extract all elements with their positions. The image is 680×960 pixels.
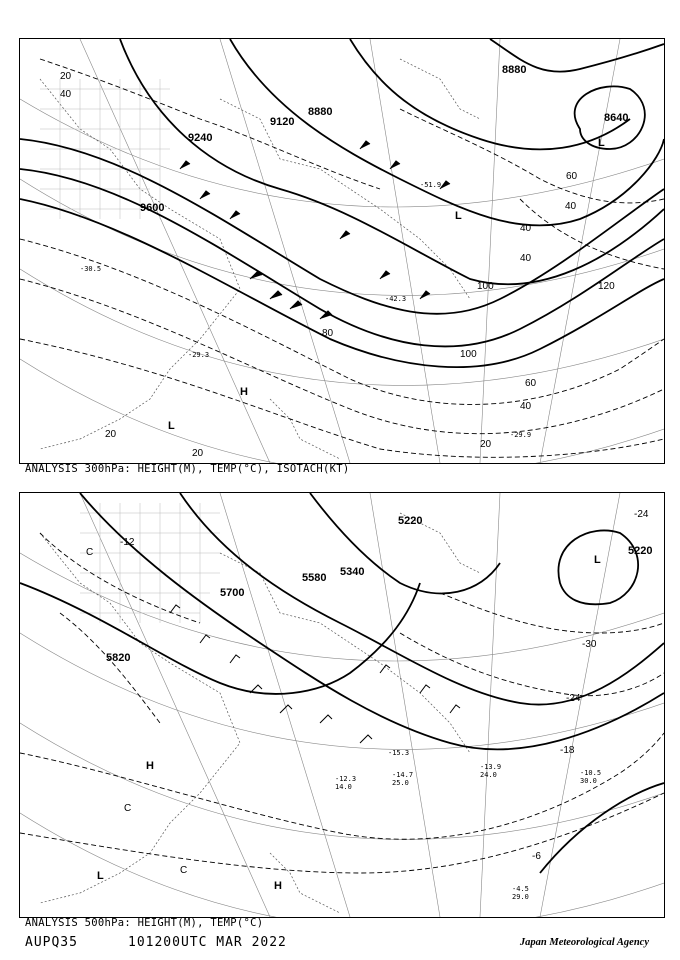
isotach-label: 20 xyxy=(192,448,204,459)
station-value: 25.0 xyxy=(392,779,409,787)
isotach-label: 20 xyxy=(480,439,492,450)
cold-center: C xyxy=(180,865,188,876)
isotach-label: 40 xyxy=(60,89,72,100)
cold-center: C xyxy=(86,547,94,558)
isotach-label: 40 xyxy=(520,401,532,412)
height-label-9120: 9120 xyxy=(270,116,295,128)
high-center: H xyxy=(146,760,154,772)
station-value: 14.0 xyxy=(335,783,352,791)
isotach-label: 100 xyxy=(477,281,494,292)
cold-center-group xyxy=(86,547,187,876)
isotach-label: 60 xyxy=(525,378,537,389)
height-contours xyxy=(20,493,664,873)
temp-label-group xyxy=(80,181,531,439)
wind-barbs xyxy=(170,605,460,743)
isotach-label: 20 xyxy=(105,429,117,440)
station-value: -4.5 xyxy=(512,885,529,893)
station-value: 30.0 xyxy=(580,777,597,785)
low-center: L xyxy=(97,870,104,882)
station-value: -13.9 xyxy=(480,763,502,771)
isotherm-label: -18 xyxy=(560,745,575,756)
height-label-group xyxy=(106,515,652,664)
station-value: -12.3 xyxy=(335,775,357,783)
lat-lon-grid xyxy=(20,493,664,917)
high-center: H xyxy=(274,880,282,892)
height-label-5580: 5580 xyxy=(302,572,327,584)
height-label-5700: 5700 xyxy=(220,587,245,599)
land-hatch xyxy=(40,79,170,219)
isotherm-label: -30 xyxy=(582,639,597,650)
pressure-center-group xyxy=(97,554,601,892)
isotach-label: 80 xyxy=(322,328,334,339)
isotach-label: 40 xyxy=(520,223,532,234)
isotach-label: 100 xyxy=(460,349,477,360)
isotach-label: 20 xyxy=(60,71,72,82)
map-panel-300hpa xyxy=(19,38,665,464)
isotach-label: 40 xyxy=(520,253,532,264)
height-label-8640: 8640 xyxy=(604,112,629,124)
chart-code: AUPQ35 xyxy=(25,935,78,950)
station-value: -14.7 xyxy=(392,771,414,779)
isotach-label: 60 xyxy=(566,171,578,182)
height-label-5820: 5820 xyxy=(106,652,131,664)
low-center: L xyxy=(594,554,601,566)
map-500hpa-svg xyxy=(20,493,664,917)
height-label-5340: 5340 xyxy=(340,566,365,578)
map-panel-500hpa xyxy=(19,492,665,918)
station-value: 29.0 xyxy=(512,893,529,901)
height-label-9600: 9600 xyxy=(140,202,165,214)
agency-name: Japan Meteorological Agency xyxy=(519,937,649,948)
isotherm-label: -24 xyxy=(634,509,649,520)
isotherm-label-group xyxy=(120,509,649,862)
temp-label: -42.3 xyxy=(385,295,407,303)
temp-label: -29.9 xyxy=(510,431,532,439)
station-value: -10.5 xyxy=(580,769,602,777)
pressure-center-group xyxy=(168,137,605,432)
temp-label: -30.5 xyxy=(80,265,102,273)
low-center: L xyxy=(168,420,175,432)
isotach-label: 40 xyxy=(565,201,577,212)
low-center: L xyxy=(598,137,605,149)
isotherm-label: -24 xyxy=(566,693,581,704)
temp-label: -29.3 xyxy=(188,351,210,359)
caption-500hpa: ANALYSIS 500hPa: HEIGHT(M), TEMP(°C) xyxy=(25,917,264,929)
height-label-group xyxy=(140,64,628,214)
height-label-8880-b: 8880 xyxy=(502,64,527,76)
low-center: L xyxy=(455,210,462,222)
cold-center: C xyxy=(124,803,132,814)
isotach-label: 120 xyxy=(598,281,615,292)
high-center: H xyxy=(240,386,248,398)
height-label-5220-a: 5220 xyxy=(398,515,423,527)
isotherm-label: -6 xyxy=(532,851,541,862)
height-label-9240: 9240 xyxy=(188,132,213,144)
height-label-5220-b: 5220 xyxy=(628,545,653,557)
analysis-datetime: 101200UTC MAR 2022 xyxy=(128,935,287,950)
temp-label: -51.9 xyxy=(420,181,442,189)
station-value: -15.3 xyxy=(388,749,410,757)
caption-300hpa: ANALYSIS 300hPa: HEIGHT(M), TEMP(°C), ISOTACH(KT) xyxy=(25,463,350,475)
station-value: 24.0 xyxy=(480,771,497,779)
height-label-8880-a: 8880 xyxy=(308,106,333,118)
station-value-group xyxy=(335,749,601,901)
lat-lon-grid xyxy=(20,39,664,463)
isotherm-label: -12 xyxy=(120,537,135,548)
map-300hpa-svg xyxy=(20,39,664,463)
